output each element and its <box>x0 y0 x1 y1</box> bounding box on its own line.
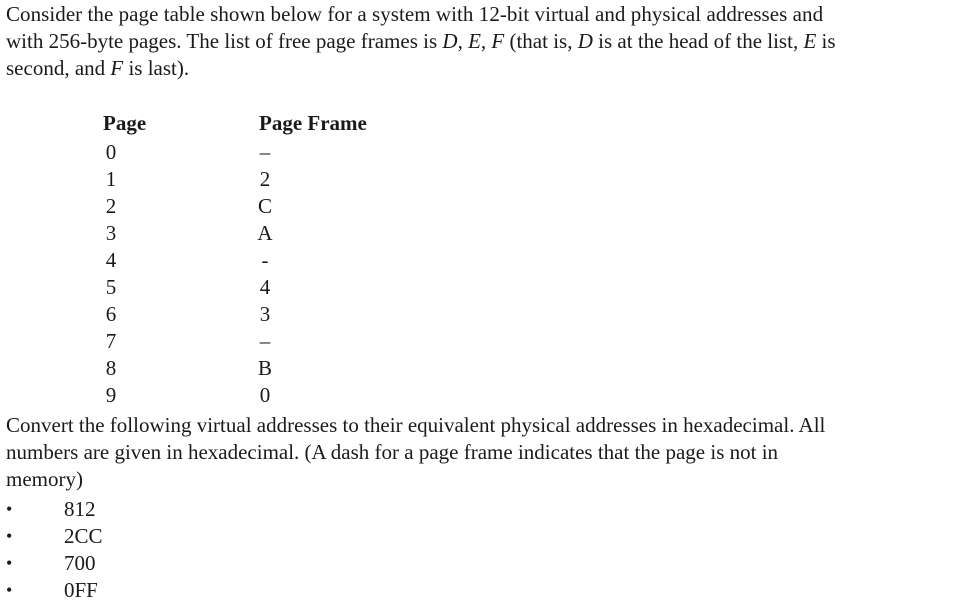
frame-cell: A <box>257 221 273 245</box>
frame-cell: – <box>259 329 271 353</box>
intro-paragraph <box>6 1 836 82</box>
intro-line-2: with 256-byte pages. The list of free page frames is D, E, F (that is, D is at the head of the list, E is <box>6 29 836 53</box>
frame-cell: 0 <box>259 383 271 407</box>
frame-cell: B <box>257 356 272 380</box>
page-frame-column-header: Page Frame <box>259 111 367 135</box>
page-frame-column <box>256 139 274 409</box>
bullet-icon: • <box>6 499 13 519</box>
page-cell: 4 <box>105 248 117 272</box>
frame-cell: – <box>259 140 271 164</box>
frame-cell: 3 <box>259 302 271 326</box>
page-number-column <box>103 139 119 409</box>
frame-cell: - <box>261 248 269 272</box>
virtual-address: 2CC <box>64 524 103 548</box>
page-cell: 6 <box>105 302 117 326</box>
instructions-paragraph <box>6 412 825 493</box>
page-cell: 7 <box>105 329 117 353</box>
instructions-line-1: Convert the following virtual addresses to their equivalent physical addresses in hexadecimal. All <box>6 413 826 437</box>
bullet-icon: • <box>6 580 13 600</box>
page-cell: 9 <box>105 383 117 407</box>
frame-cell: 4 <box>259 275 271 299</box>
page-column-header: Page <box>103 111 147 135</box>
virtual-address: 812 <box>64 497 96 521</box>
bullet-icon: • <box>6 526 13 546</box>
page-cell: 1 <box>105 167 117 191</box>
intro-line-3: second, and F is last). <box>6 56 190 80</box>
virtual-address: 700 <box>64 551 96 575</box>
page-cell: 0 <box>105 140 117 164</box>
virtual-address: 0FF <box>64 578 98 602</box>
instructions-line-3: memory) <box>6 467 83 491</box>
frame-cell: 2 <box>259 167 271 191</box>
frame-cell: C <box>257 194 272 218</box>
page-cell: 3 <box>105 221 117 245</box>
intro-line-1: Consider the page table shown below for a system with 12-bit virtual and physical addresses and <box>6 2 824 26</box>
instructions-line-2: numbers are given in hexadecimal. (A dash for a page frame indicates that the page is not in <box>6 440 779 464</box>
page-cell: 5 <box>105 275 117 299</box>
page-cell: 2 <box>105 194 117 218</box>
page-cell: 8 <box>105 356 117 380</box>
bullet-icon: • <box>6 553 13 573</box>
